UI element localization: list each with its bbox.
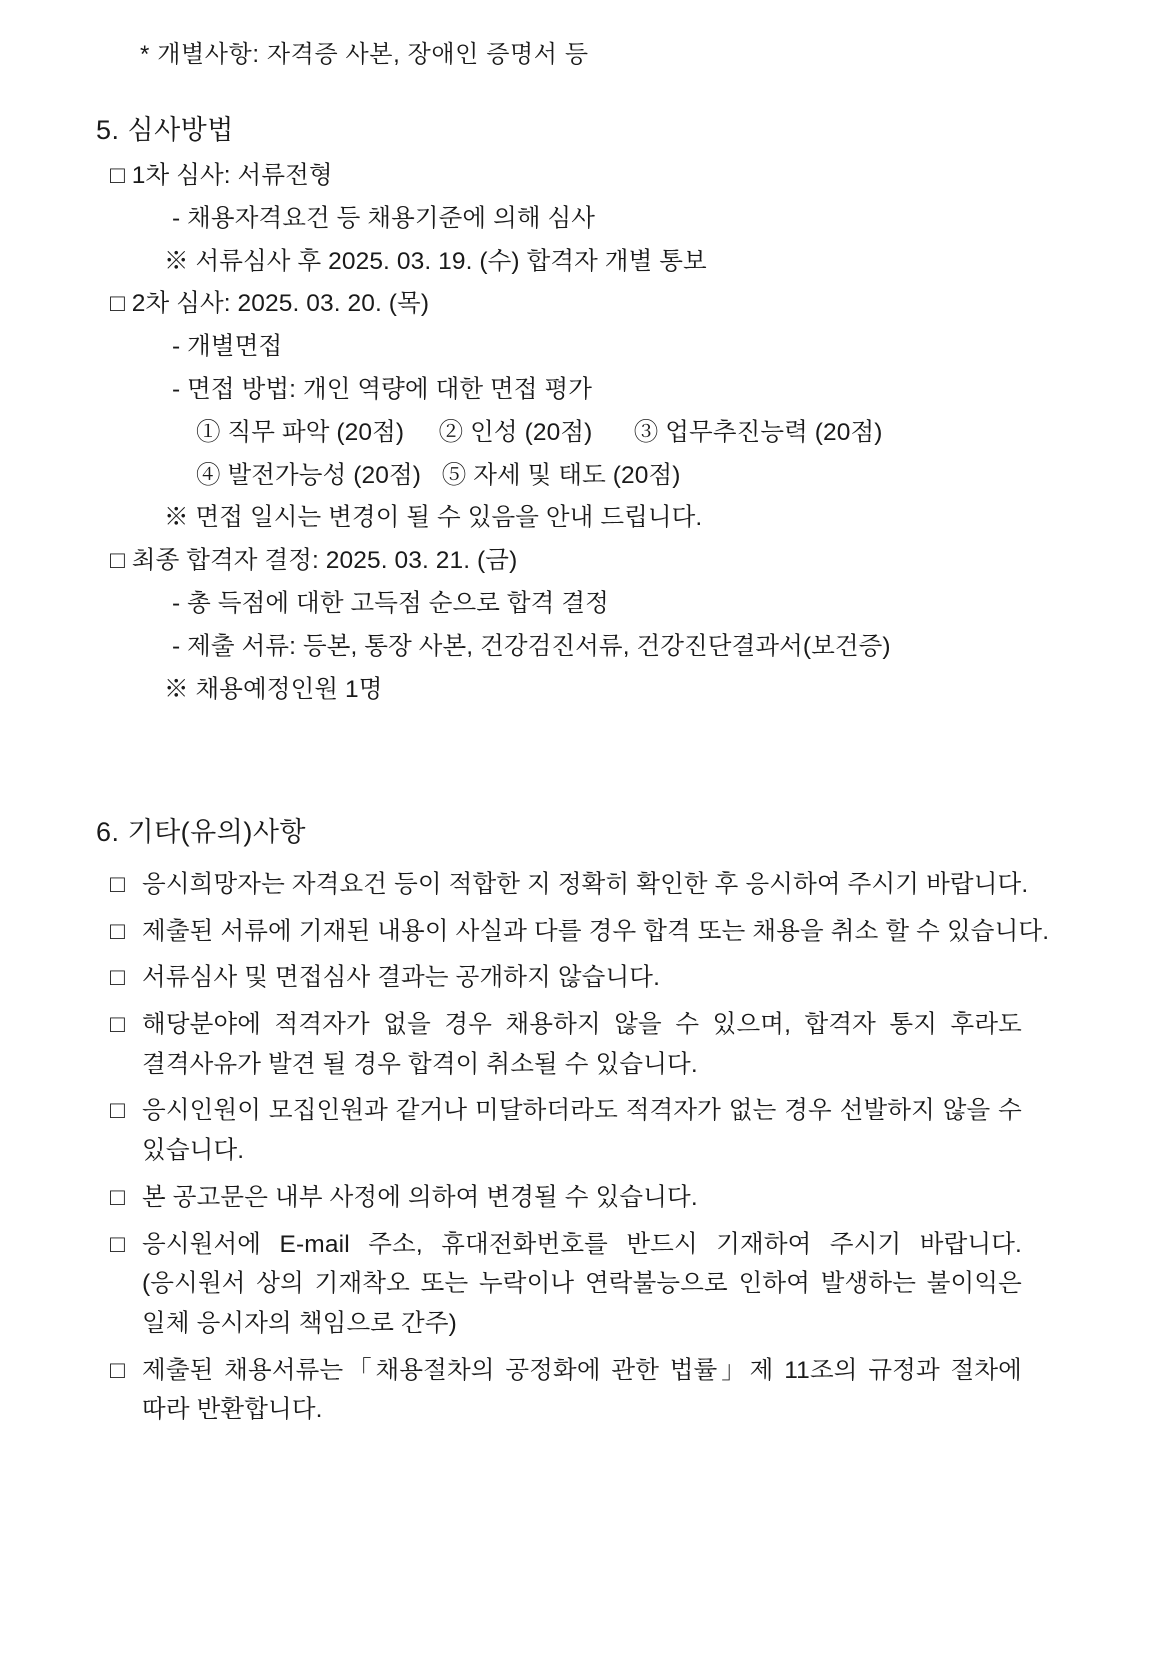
section-screening-method [0, 108, 1170, 706]
notice-list-item-text: 응시원서에 E-mail 주소, 휴대전화번호를 반드시 기재하여 주시기 바랍니다. (응시원서 상의 기재착오 또는 누락이나 연락불능으로 인하여 발생하는 불이익은 일체 응시자의 책임으로 간주) [142, 1230, 1022, 1337]
notice-list-item-text: 제출된 채용서류는「채용절차의 공정화에 관한 법률」제 11조의 규정과 절차에 따라 반환합니다. [142, 1356, 1022, 1424]
checkbox-bullet-icon: □ [110, 1097, 125, 1125]
section6-title: 6. 기타(유의)사항 [96, 817, 306, 847]
notice-list-item [110, 912, 1050, 952]
checkbox-bullet-icon: □ [110, 1011, 125, 1039]
section5-title: 5. 심사방법 [96, 115, 234, 145]
section5-line: - 제출 서류: 등본, 통장 사본, 건강검진서류, 건강진단결과서(보건증) [172, 632, 891, 660]
checkbox-bullet-icon: □ [110, 964, 125, 992]
checkbox-bullet-icon: □ [110, 1356, 125, 1384]
notice-list-item-text: 응시인원이 모집인원과 같거나 미달하더라도 적격자가 없는 경우 선발하지 않을 수 있습니다. [142, 1097, 1022, 1165]
individual-documents-note: * 개별사항: 자격증 사본, 장애인 증명서 등 [140, 41, 589, 68]
checkbox-bullet-icon: □ [110, 1230, 125, 1258]
section-other-notes [0, 810, 1170, 1430]
section5-line: ※ 채용예정인원 1명 [164, 675, 383, 703]
notice-list-item-text: 제출된 서류에 기재된 내용이 사실과 다를 경우 합격 또는 채용을 취소 할 수 있습니다. [142, 917, 1050, 945]
notice-list-item-text: 본 공고문은 내부 사정에 의하여 변경될 수 있습니다. [142, 1183, 698, 1211]
section5-line: - 채용자격요건 등 채용기준에 의해 심사 [172, 204, 596, 232]
checkbox-bullet-icon: □ [110, 917, 125, 945]
notice-list-item [110, 958, 1022, 998]
notice-list-item-text: 서류심사 및 면접심사 결과는 공개하지 않습니다. [142, 964, 661, 992]
notice-list-item [110, 865, 1029, 905]
section5-line: - 개별면접 [172, 333, 283, 361]
section5-line: ※ 면접 일시는 변경이 될 수 있음을 안내 드립니다. [164, 504, 703, 532]
notice-list-item-text: 해당분야에 적격자가 없을 경우 채용하지 않을 수 있으며, 합격자 통지 후라도 결격사유가 발견 될 경우 합격이 취소될 수 있습니다. [142, 1011, 1022, 1078]
checkbox-bullet-icon: □ [110, 1183, 125, 1211]
notice-list-item [110, 1005, 1022, 1084]
section5-line: □ 최종 합격자 결정: 2025. 03. 21. (금) [110, 547, 518, 575]
section5-line: □ 2차 심사: 2025. 03. 20. (목) [110, 290, 430, 318]
notice-list-item [110, 1178, 1022, 1218]
notice-list-item [110, 1351, 1022, 1430]
notice-list-item [110, 1091, 1022, 1170]
section5-lines [0, 159, 1170, 706]
section5-line: - 면접 방법: 개인 역량에 대한 면접 평가 [172, 375, 593, 403]
section5-line: ① 직무 파악 (20점) ② 인성 (20점) ③ 업무추진능력 (20점) [196, 418, 883, 446]
notice-list-item-text: 응시희망자는 자격요건 등이 적합한 지 정확히 확인한 후 응시하여 주시기 바랍니다. [142, 871, 1029, 898]
section5-line: ※ 서류심사 후 2025. 03. 19. (수) 합격자 개별 통보 [164, 247, 707, 275]
notice-list-item [110, 1225, 1022, 1344]
checkbox-bullet-icon: □ [110, 871, 125, 898]
section5-line: □ 1차 심사: 서류전형 [110, 162, 333, 189]
section6-items [0, 865, 1170, 1430]
section5-line: - 총 득점에 대한 고득점 순으로 합격 결정 [172, 589, 609, 617]
section5-line: ④ 발전가능성 (20점) ⑤ 자세 및 태도 (20점) [196, 461, 681, 489]
